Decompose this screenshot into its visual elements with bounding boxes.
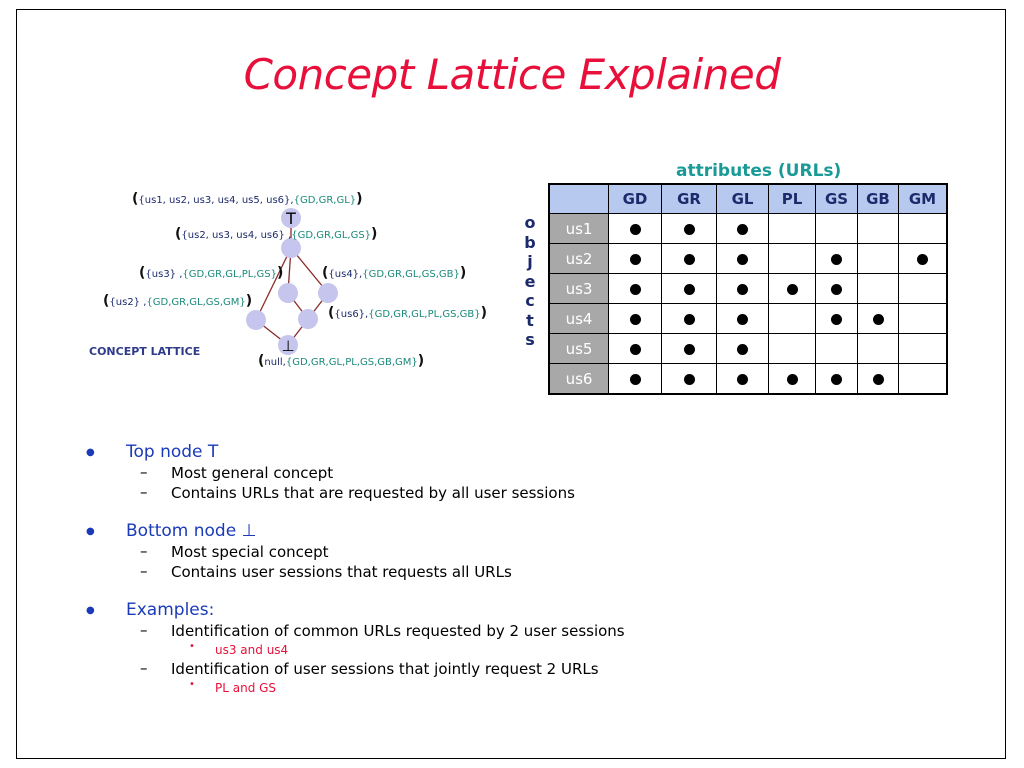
incidence-cell xyxy=(899,274,948,304)
incidence-dot-icon xyxy=(684,344,695,355)
table-row xyxy=(549,364,947,395)
table-row xyxy=(549,274,947,304)
lattice-label-n1: ({us2, us3, us4, us6} ,{GD,GR,GL,GS}) xyxy=(175,226,378,242)
context-table xyxy=(548,183,948,395)
lattice-label-us4: ({us4},{GD,GR,GL,GS,GB}) xyxy=(322,265,467,281)
incidence-dot-icon xyxy=(630,374,641,385)
column-header: GD xyxy=(609,184,662,214)
objects-letter: b xyxy=(524,232,536,252)
object-cell: us1 xyxy=(549,214,609,244)
objects-letter: t xyxy=(526,310,534,330)
attributes-title: attributes (URLs) xyxy=(676,161,842,181)
objects-letter: o xyxy=(524,213,536,232)
sub-bullet-text: Identification of user sessions that jointly request 2 URLs xyxy=(171,660,599,678)
sub-bullet xyxy=(126,562,966,582)
incidence-dot-icon xyxy=(831,254,842,265)
incidence-cell xyxy=(858,334,899,364)
incidence-dot-icon xyxy=(684,254,695,265)
incidence-dot-icon xyxy=(737,314,748,325)
incidence-cell xyxy=(717,274,769,304)
dash-icon: – xyxy=(140,542,148,560)
objects-letter: j xyxy=(527,252,533,271)
incidence-dot-icon xyxy=(737,224,748,235)
incidence-dot-icon xyxy=(873,374,884,385)
incidence-cell xyxy=(609,274,662,304)
incidence-dot-icon xyxy=(684,284,695,295)
incidence-dot-icon xyxy=(873,314,884,325)
incidence-cell xyxy=(858,244,899,274)
incidence-dot-icon xyxy=(737,344,748,355)
sub-sub-bullet xyxy=(186,679,966,697)
incidence-cell xyxy=(662,214,717,244)
column-header: GM xyxy=(899,184,948,214)
column-header: PL xyxy=(769,184,816,214)
dash-icon: – xyxy=(140,621,148,639)
table-corner-cell xyxy=(549,184,609,214)
column-header: GL xyxy=(717,184,769,214)
incidence-cell xyxy=(899,244,948,274)
sub-bullet xyxy=(126,659,966,679)
incidence-cell xyxy=(609,244,662,274)
sub-sub-bullet-text: us3 and us4 xyxy=(215,643,289,657)
bullet-heading: Bottom node ⊥ xyxy=(126,521,257,541)
incidence-cell xyxy=(609,334,662,364)
incidence-cell xyxy=(899,304,948,334)
sub-bullet-text: Contains user sessions that requests all URLs xyxy=(171,563,512,581)
incidence-dot-icon xyxy=(684,224,695,235)
incidence-cell xyxy=(858,364,899,395)
objects-letter: c xyxy=(525,291,535,310)
incidence-cell xyxy=(858,304,899,334)
incidence-cell xyxy=(717,364,769,395)
incidence-cell xyxy=(662,244,717,274)
small-dot-icon: • xyxy=(189,679,195,690)
bullet-examples xyxy=(86,599,966,697)
incidence-dot-icon xyxy=(831,284,842,295)
object-cell: us3 xyxy=(549,274,609,304)
column-header: GR xyxy=(662,184,717,214)
sub-sub-bullet xyxy=(186,641,966,659)
table-header-row xyxy=(549,184,947,214)
dash-icon: – xyxy=(140,562,148,580)
incidence-cell xyxy=(769,304,816,334)
sub-bullet-text: Most special concept xyxy=(171,543,329,561)
lattice-node-us3 xyxy=(278,283,298,303)
incidence-dot-icon xyxy=(917,254,928,265)
lattice-label-us2: ({us2} ,{GD,GR,GL,GS,GM}) xyxy=(103,293,253,309)
bullet-heading: Examples: xyxy=(126,600,215,620)
incidence-cell xyxy=(609,214,662,244)
sub-bullet xyxy=(126,621,966,641)
incidence-dot-icon xyxy=(787,374,798,385)
incidence-cell xyxy=(816,364,858,395)
sub-bullet-text: Identification of common URLs requested by 2 user sessions xyxy=(171,622,625,640)
incidence-dot-icon xyxy=(737,284,748,295)
incidence-cell xyxy=(816,304,858,334)
incidence-cell xyxy=(899,364,948,395)
sub-sub-bullet-text: PL and GS xyxy=(215,681,277,695)
objects-label xyxy=(521,213,539,350)
table-row xyxy=(549,304,947,334)
incidence-dot-icon xyxy=(630,254,641,265)
object-cell: us2 xyxy=(549,244,609,274)
lattice-label-us3: ({us3} ,{GD,GR,GL,PL,GS}) xyxy=(139,265,284,281)
incidence-dot-icon xyxy=(630,224,641,235)
incidence-cell xyxy=(717,304,769,334)
incidence-cell xyxy=(769,214,816,244)
slide-title: Concept Lattice Explained xyxy=(243,50,781,99)
incidence-cell xyxy=(717,244,769,274)
incidence-cell xyxy=(899,334,948,364)
incidence-cell xyxy=(662,334,717,364)
incidence-cell xyxy=(858,274,899,304)
object-cell: us6 xyxy=(549,364,609,395)
incidence-cell xyxy=(816,334,858,364)
incidence-cell xyxy=(769,334,816,364)
incidence-dot-icon xyxy=(737,374,748,385)
object-cell: us4 xyxy=(549,304,609,334)
incidence-cell xyxy=(899,214,948,244)
column-header: GB xyxy=(858,184,899,214)
incidence-dot-icon xyxy=(684,314,695,325)
lattice-node-us6 xyxy=(298,309,318,329)
incidence-cell xyxy=(816,214,858,244)
incidence-cell xyxy=(662,304,717,334)
small-dot-icon: • xyxy=(189,641,195,652)
lattice-label-bottom: (null,{GD,GR,GL,PL,GS,GB,GM}) xyxy=(258,353,425,369)
bullet-bottom-node xyxy=(86,520,966,582)
object-cell: us5 xyxy=(549,334,609,364)
bullet-list xyxy=(86,441,966,697)
sub-bullet-text: Contains URLs that are requested by all user sessions xyxy=(171,484,575,502)
incidence-cell xyxy=(769,364,816,395)
objects-letter: e xyxy=(524,271,536,291)
incidence-dot-icon xyxy=(831,374,842,385)
incidence-cell xyxy=(769,244,816,274)
lattice-label-top: ({us1, us2, us3, us4, us5, us6},{GD,GR,GL}) xyxy=(132,191,363,207)
incidence-dot-icon xyxy=(831,314,842,325)
dash-icon: – xyxy=(140,463,148,481)
table-row xyxy=(549,334,947,364)
table-row xyxy=(549,214,947,244)
bottom-symbol: ⊥ xyxy=(281,337,295,355)
incidence-cell xyxy=(816,244,858,274)
incidence-dot-icon xyxy=(630,344,641,355)
sub-bullet-text: Most general concept xyxy=(171,464,334,482)
lattice-node-us2 xyxy=(246,310,266,330)
incidence-cell xyxy=(858,214,899,244)
incidence-dot-icon xyxy=(630,314,641,325)
sub-bullet xyxy=(126,542,966,562)
table-row xyxy=(549,244,947,274)
lattice-label-us6: ({us6},{GD,GR,GL,PL,GS,GB}) xyxy=(328,305,488,321)
bullet-heading: Top node T xyxy=(126,442,219,462)
objects-letter: s xyxy=(525,330,535,349)
column-header: GS xyxy=(816,184,858,214)
incidence-cell xyxy=(816,274,858,304)
incidence-cell xyxy=(769,274,816,304)
incidence-cell xyxy=(662,364,717,395)
incidence-dot-icon xyxy=(737,254,748,265)
bullet-dot-icon: ● xyxy=(86,605,95,616)
concept-lattice xyxy=(80,180,500,380)
incidence-cell xyxy=(609,304,662,334)
incidence-dot-icon xyxy=(630,284,641,295)
incidence-cell xyxy=(609,364,662,395)
incidence-dot-icon xyxy=(684,374,695,385)
top-symbol: T xyxy=(286,209,296,228)
lattice-node-us4 xyxy=(318,283,338,303)
sub-bullet xyxy=(126,463,966,483)
sub-bullet xyxy=(126,483,966,503)
dash-icon: – xyxy=(140,659,148,677)
incidence-cell xyxy=(662,274,717,304)
bullet-top-node xyxy=(86,441,966,503)
incidence-cell xyxy=(717,334,769,364)
incidence-cell xyxy=(717,214,769,244)
bullet-dot-icon: ● xyxy=(86,447,95,458)
dash-icon: – xyxy=(140,483,148,501)
incidence-dot-icon xyxy=(787,284,798,295)
bullet-dot-icon: ● xyxy=(86,526,95,537)
concept-lattice-caption: CONCEPT LATTICE xyxy=(89,345,201,358)
